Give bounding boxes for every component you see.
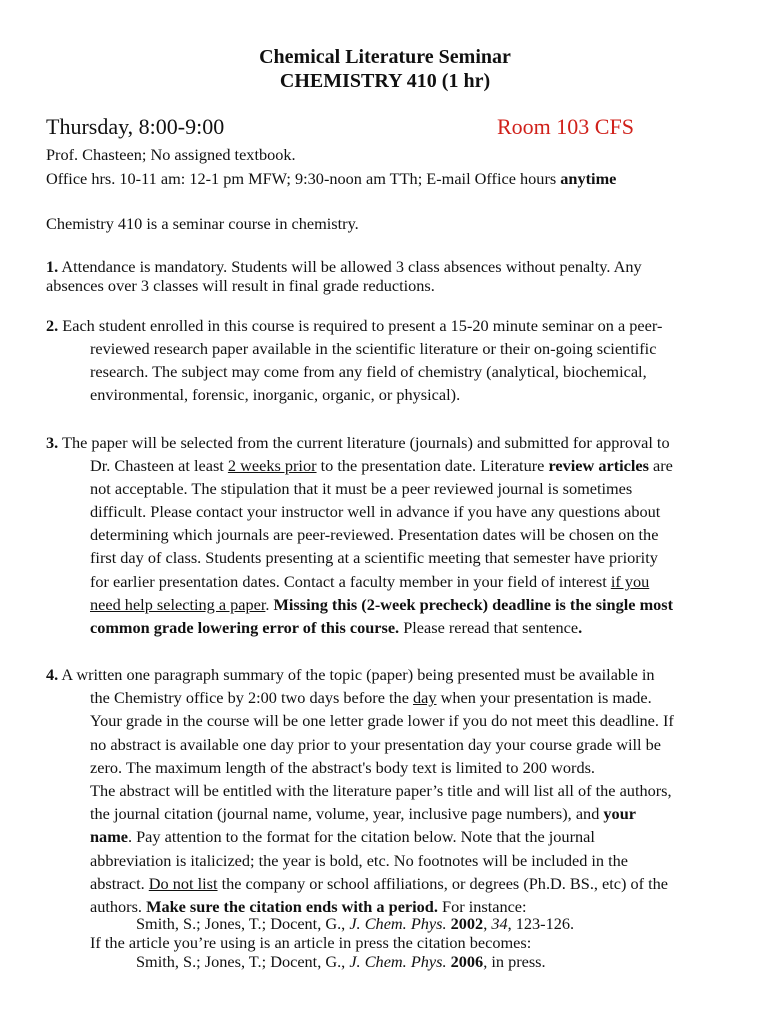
item4-line10 xyxy=(90,874,668,894)
room-location: Room 103 CFS xyxy=(497,114,634,139)
item1-line1 xyxy=(46,257,642,277)
do-not-list: Do not list xyxy=(148,874,218,893)
item3-text7a: for earlier presentation dates. Contact a faculty member in your field of interest xyxy=(90,572,611,591)
cite1-volume: 34 xyxy=(491,914,508,933)
item4-line5: zero. The maximum length of the abstract's body text is limited to 200 words. xyxy=(90,758,595,777)
item2-line1 xyxy=(46,316,662,336)
item4-text10a: abstract. xyxy=(90,874,149,893)
item2-number: 2. xyxy=(46,316,59,335)
cite2-journal: J. Chem. Phys. xyxy=(349,952,447,971)
office-hours-text: Office hrs. 10-11 am: 12-1 pm MFW; 9:30-noon am TTh; E-mail Office hours xyxy=(46,169,561,188)
item4-text11a: authors. xyxy=(90,897,147,916)
cite2-authors: Smith, S.; Jones, T.; Docent, G., xyxy=(136,952,350,971)
item1-number: 1. xyxy=(46,257,59,276)
item4-line4: no abstract is available one day prior to your presentation day your course grade will be xyxy=(90,735,662,754)
item1-text1: Attendance is mandatory. Students will be allowed 3 class absences without penalty. Any xyxy=(58,257,642,276)
item4-text10b: the company or school affiliations, or degrees (Ph.D. BS., etc) of the xyxy=(217,874,669,893)
item4-number: 4. xyxy=(46,665,59,684)
two-weeks-prior: 2 weeks prior xyxy=(227,456,317,475)
in-press-line: If the article you’re using is an article in press the citation becomes: xyxy=(90,933,532,952)
item2-text1: Each student enrolled in this course is required to present a 15-20 minute seminar on a peer- xyxy=(58,316,663,335)
item3-period: . xyxy=(578,618,583,637)
item3-text2a: Dr. Chasteen at least xyxy=(90,456,228,475)
item3-warning9: common grade lowering error of this course. xyxy=(90,618,400,637)
item1-line2: absences over 3 classes will result in final grade reductions. xyxy=(46,276,435,295)
cite2-in-press: , in press. xyxy=(483,952,546,971)
item3-line4: difficult. Please contact your instructor well in advance if you have any questions about xyxy=(90,502,661,521)
course-code: CHEMISTRY 410 (1 hr) xyxy=(279,70,491,92)
intro-paragraph: Chemistry 410 is a seminar course in chemistry. xyxy=(46,214,359,233)
item4-line3: Your grade in the course will be one letter grade lower if you do not meet this deadline. If xyxy=(90,711,674,730)
item3-line3: not acceptable. The stipulation that it must be a peer reviewed journal is sometimes xyxy=(90,479,633,498)
item2-line2: reviewed research paper available in the scientific literature or their on-going scientific xyxy=(90,339,657,358)
item3-line2 xyxy=(90,456,673,476)
item3-line7 xyxy=(90,572,649,592)
class-schedule: Thursday, 8:00-9:00 xyxy=(46,114,225,139)
item3-warning8: Missing this (2-week precheck) deadline is the single most xyxy=(273,595,674,614)
cite2-year: 2006 xyxy=(450,952,484,971)
item2-line4: environmental, forensic, inorganic, organic, or physical). xyxy=(90,385,461,404)
item4-line7 xyxy=(90,804,636,824)
item4-your: your xyxy=(603,804,636,823)
item4-text1: A written one paragraph summary of the topic (paper) being presented must be available in xyxy=(58,665,655,684)
citation-example-1 xyxy=(136,914,574,934)
item3-underline8: need help selecting a paper xyxy=(90,595,266,614)
item4-line6: The abstract will be entitled with the literature paper’s title and will list all of the authors, xyxy=(90,781,672,800)
item4-text8a: . Pay attention to the format for the citation below. Note that the journal xyxy=(127,827,595,846)
item3-text9a: Please reread that sentence xyxy=(399,618,579,637)
review-articles: review articles xyxy=(548,456,649,475)
item3-text1: The paper will be selected from the current literature (journals) and submitted for approval to xyxy=(58,433,670,452)
item3-line1 xyxy=(46,433,670,453)
cite1-journal: J. Chem. Phys. xyxy=(349,914,447,933)
item3-number: 3. xyxy=(46,433,59,452)
item3-text2c: are xyxy=(648,456,673,475)
office-hours-line xyxy=(46,169,616,189)
item4-text11b: For instance: xyxy=(437,897,527,916)
citation-period-rule: Make sure the citation ends with a period. xyxy=(146,897,438,916)
item3-line8 xyxy=(90,595,673,615)
item4-line1 xyxy=(46,665,655,685)
item3-line6: first day of class. Students presenting at a scientific meeting that semester have priority xyxy=(90,548,658,567)
cite1-year: 2002 xyxy=(450,914,484,933)
item4-line2 xyxy=(90,688,652,708)
seminar-title: Chemical Literature Seminar xyxy=(259,46,511,68)
office-hours-anytime: anytime xyxy=(560,169,617,188)
cite1-authors: Smith, S.; Jones, T.; Docent, G., xyxy=(136,914,350,933)
item3-line9 xyxy=(90,618,582,638)
professor-line: Prof. Chasteen; No assigned textbook. xyxy=(46,145,296,164)
item4-text7a: the journal citation (journal name, volume, year, inclusive page numbers), and xyxy=(90,804,604,823)
item4-line9: abbreviation is italicized; the year is bold, etc. No footnotes will be included in the xyxy=(90,851,629,870)
item4-text2a: the Chemistry office by 2:00 two days before the xyxy=(90,688,413,707)
item4-line8 xyxy=(90,827,595,847)
item2-line3: research. The subject may come from any field of chemistry (analytical, biochemical, xyxy=(90,362,647,381)
item4-text2b: when your presentation is made. xyxy=(436,688,652,707)
cite1-separator: , xyxy=(483,914,492,933)
item4-name: name xyxy=(90,827,128,846)
item3-text2b: to the presentation date. Literature xyxy=(316,456,549,475)
item3-text8a: . xyxy=(265,595,274,614)
item4-day: day xyxy=(413,688,437,707)
cite1-pages: , 123-126. xyxy=(507,914,575,933)
item3-underline7: if you xyxy=(610,572,650,591)
item3-line5: determining which journals are peer-reviewed. Presentation dates will be chosen on the xyxy=(90,525,659,544)
citation-example-2 xyxy=(136,952,546,972)
